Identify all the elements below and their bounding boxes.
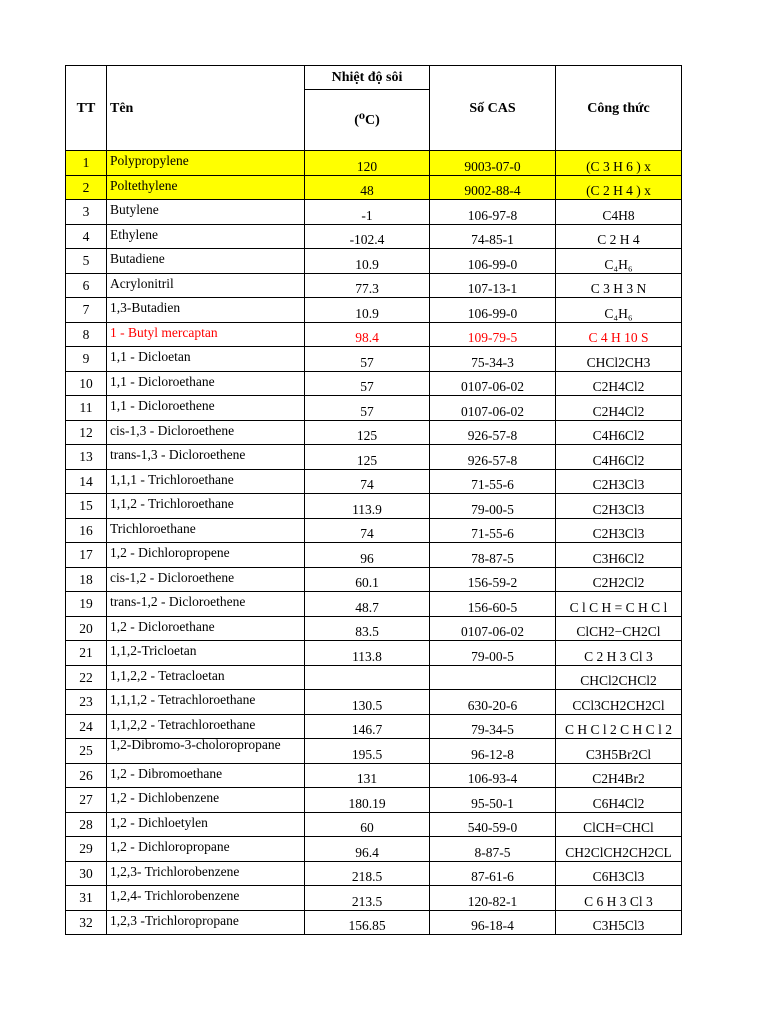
table-row <box>66 812 682 837</box>
cell-tt: 14 <box>66 469 107 494</box>
header-cas: Số CAS <box>430 66 556 151</box>
cell-name: 1,1,1,2 - Tetrachloroethane <box>107 690 305 715</box>
cell-tt: 4 <box>66 224 107 249</box>
table-row <box>66 371 682 396</box>
cell-formula: CHCl2CHCl2 <box>556 665 682 690</box>
table-row <box>66 543 682 568</box>
cell-boiling-point: 57 <box>305 396 430 421</box>
cell-cas: 96-18-4 <box>430 910 556 935</box>
cell-formula: C2H4Br2 <box>556 763 682 788</box>
table-row <box>66 518 682 543</box>
cell-name: 1,1,2,2 - Tetrachloroethane <box>107 714 305 739</box>
cell-cas: 95-50-1 <box>430 788 556 813</box>
cell-tt: 20 <box>66 616 107 641</box>
cell-tt: 32 <box>66 910 107 935</box>
cell-tt: 28 <box>66 812 107 837</box>
cell-boiling-point: -102.4 <box>305 224 430 249</box>
cell-name: 1,2-Dibromo-3-choloropropane <box>107 739 305 764</box>
cell-formula: C3H6Cl2 <box>556 543 682 568</box>
table-row <box>66 396 682 421</box>
cell-boiling-point: 77.3 <box>305 273 430 298</box>
cell-name: 1,2,3- Trichlorobenzene <box>107 861 305 886</box>
cell-name: cis-1,2 - Dicloroethene <box>107 567 305 592</box>
cell-tt: 11 <box>66 396 107 421</box>
cell-boiling-point: 131 <box>305 763 430 788</box>
cell-cas: 0107-06-02 <box>430 371 556 396</box>
cell-cas: 926-57-8 <box>430 445 556 470</box>
cell-tt: 10 <box>66 371 107 396</box>
cell-cas: 8-87-5 <box>430 837 556 862</box>
cell-name: 1,1,1 - Trichloroethane <box>107 469 305 494</box>
table-row <box>66 347 682 372</box>
cell-name: 1,3-Butadien <box>107 298 305 323</box>
cell-formula: C3H5Cl3 <box>556 910 682 935</box>
cell-formula: C2H4Cl2 <box>556 371 682 396</box>
cell-boiling-point: 180.19 <box>305 788 430 813</box>
cell-boiling-point: 74 <box>305 469 430 494</box>
cell-tt: 3 <box>66 200 107 225</box>
cell-cas: 109-79-5 <box>430 322 556 347</box>
cell-cas: 630-20-6 <box>430 690 556 715</box>
cell-name: Ethylene <box>107 224 305 249</box>
cell-boiling-point: 57 <box>305 347 430 372</box>
cell-tt: 13 <box>66 445 107 470</box>
cell-cas: 78-87-5 <box>430 543 556 568</box>
cell-name: 1,1 - Dicloroethane <box>107 371 305 396</box>
cell-boiling-point: 120 <box>305 151 430 176</box>
cell-name: 1,2 - Dichloropropane <box>107 837 305 862</box>
table-row <box>66 763 682 788</box>
cell-formula: C H C l 2 C H C l 2 <box>556 714 682 739</box>
cell-cas: 120-82-1 <box>430 886 556 911</box>
cell-name: Poltethylene <box>107 175 305 200</box>
cell-name: 1,2 - Dicloroethane <box>107 616 305 641</box>
cell-cas: 0107-06-02 <box>430 616 556 641</box>
header-formula: Công thức <box>556 66 682 151</box>
cell-tt: 16 <box>66 518 107 543</box>
cell-formula: C2H3Cl3 <box>556 494 682 519</box>
cell-formula: C₄H₆ <box>556 249 682 274</box>
table-body <box>66 151 682 935</box>
cell-boiling-point: 57 <box>305 371 430 396</box>
cell-formula: ClCH=CHCl <box>556 812 682 837</box>
cell-boiling-point: 218.5 <box>305 861 430 886</box>
cell-cas: 0107-06-02 <box>430 396 556 421</box>
cell-tt: 9 <box>66 347 107 372</box>
table-row <box>66 494 682 519</box>
cell-name: Butadiene <box>107 249 305 274</box>
table-row <box>66 420 682 445</box>
table-row <box>66 175 682 200</box>
cell-tt: 29 <box>66 837 107 862</box>
cell-cas: 926-57-8 <box>430 420 556 445</box>
cell-tt: 26 <box>66 763 107 788</box>
cell-formula: C 2 H 4 <box>556 224 682 249</box>
cell-name: 1,2,3 -Trichloropropane <box>107 910 305 935</box>
cell-name: 1,2 - Dichloropropene <box>107 543 305 568</box>
cell-cas: 107-13-1 <box>430 273 556 298</box>
cell-boiling-point: 98.4 <box>305 322 430 347</box>
table-row <box>66 151 682 176</box>
cell-cas: 75-34-3 <box>430 347 556 372</box>
cell-boiling-point: 60 <box>305 812 430 837</box>
cell-cas: 540-59-0 <box>430 812 556 837</box>
cell-boiling-point: 213.5 <box>305 886 430 911</box>
cell-boiling-point: 48 <box>305 175 430 200</box>
cell-formula: C 3 H 3 N <box>556 273 682 298</box>
cell-cas: 9002-88-4 <box>430 175 556 200</box>
cell-name: 1,2,4- Trichlorobenzene <box>107 886 305 911</box>
cell-formula: C 6 H 3 Cl 3 <box>556 886 682 911</box>
cell-formula: C4H6Cl2 <box>556 445 682 470</box>
cell-formula: C6H3Cl3 <box>556 861 682 886</box>
cell-formula: (C 2 H 4 ) x <box>556 175 682 200</box>
cell-formula: CH2ClCH2CH2CL <box>556 837 682 862</box>
cell-tt: 5 <box>66 249 107 274</box>
cell-cas: 156-60-5 <box>430 592 556 617</box>
cell-formula: CHCl2CH3 <box>556 347 682 372</box>
cell-tt: 6 <box>66 273 107 298</box>
cell-tt: 31 <box>66 886 107 911</box>
cell-tt: 24 <box>66 714 107 739</box>
cell-cas: 74-85-1 <box>430 224 556 249</box>
cell-tt: 2 <box>66 175 107 200</box>
table-row <box>66 224 682 249</box>
cell-boiling-point <box>305 665 430 690</box>
cell-tt: 30 <box>66 861 107 886</box>
cell-tt: 22 <box>66 665 107 690</box>
cell-formula: ClCH2−CH2Cl <box>556 616 682 641</box>
cell-name: 1,2 - Dichlobenzene <box>107 788 305 813</box>
cell-cas: 71-55-6 <box>430 518 556 543</box>
table-row <box>66 249 682 274</box>
header-boiling-point: Nhiệt độ sôi <box>305 66 430 90</box>
cell-cas: 9003-07-0 <box>430 151 556 176</box>
cell-name: 1,1,2,2 - Tetracloetan <box>107 665 305 690</box>
cell-tt: 25 <box>66 739 107 764</box>
cell-cas: 106-99-0 <box>430 298 556 323</box>
cell-name: 1,1 - Dicloroethene <box>107 396 305 421</box>
cell-formula: C4H6Cl2 <box>556 420 682 445</box>
cell-formula: (C 3 H 6 ) x <box>556 151 682 176</box>
table-row <box>66 616 682 641</box>
cell-boiling-point: 156.85 <box>305 910 430 935</box>
cell-boiling-point: 96.4 <box>305 837 430 862</box>
table-row <box>66 788 682 813</box>
header-boiling-point-unit: (⁰C) <box>305 90 430 151</box>
cell-boiling-point: 113.9 <box>305 494 430 519</box>
cell-cas: 106-93-4 <box>430 763 556 788</box>
cell-boiling-point: 83.5 <box>305 616 430 641</box>
cell-name: trans-1,3 - Dicloroethene <box>107 445 305 470</box>
table-row <box>66 910 682 935</box>
cell-formula: C2H2Cl2 <box>556 567 682 592</box>
cell-name: 1,1,2 - Trichloroethane <box>107 494 305 519</box>
cell-tt: 19 <box>66 592 107 617</box>
table-row <box>66 690 682 715</box>
cell-cas: 87-61-6 <box>430 861 556 886</box>
cell-cas: 156-59-2 <box>430 567 556 592</box>
cell-tt: 1 <box>66 151 107 176</box>
cell-name: cis-1,3 - Dicloroethene <box>107 420 305 445</box>
cell-formula: C2H3Cl3 <box>556 469 682 494</box>
cell-name: 1,2 - Dibromoethane <box>107 763 305 788</box>
cell-name: trans-1,2 - Dicloroethene <box>107 592 305 617</box>
cell-name: 1,1,2-Tricloetan <box>107 641 305 666</box>
cell-formula: C6H4Cl2 <box>556 788 682 813</box>
cell-formula: C4H8 <box>556 200 682 225</box>
table-row <box>66 298 682 323</box>
table-row <box>66 861 682 886</box>
cell-boiling-point: 113.8 <box>305 641 430 666</box>
table-row <box>66 739 682 764</box>
cell-tt: 15 <box>66 494 107 519</box>
cell-cas <box>430 665 556 690</box>
cell-tt: 7 <box>66 298 107 323</box>
table-row <box>66 445 682 470</box>
cell-tt: 12 <box>66 420 107 445</box>
cell-tt: 18 <box>66 567 107 592</box>
table-row <box>66 886 682 911</box>
cell-cas: 96-12-8 <box>430 739 556 764</box>
table-row <box>66 592 682 617</box>
cell-cas: 106-97-8 <box>430 200 556 225</box>
table-row <box>66 322 682 347</box>
header-tt: TT <box>66 66 107 151</box>
cell-tt: 17 <box>66 543 107 568</box>
cell-name: Butylene <box>107 200 305 225</box>
header-name: Tên <box>107 66 305 151</box>
cell-formula: C 2 H 3 Cl 3 <box>556 641 682 666</box>
table-row <box>66 641 682 666</box>
cell-formula: C2H3Cl3 <box>556 518 682 543</box>
cell-boiling-point: 74 <box>305 518 430 543</box>
cell-cas: 79-00-5 <box>430 494 556 519</box>
cell-boiling-point: 125 <box>305 420 430 445</box>
cell-boiling-point: -1 <box>305 200 430 225</box>
cell-boiling-point: 130.5 <box>305 690 430 715</box>
cell-boiling-point: 96 <box>305 543 430 568</box>
cell-tt: 23 <box>66 690 107 715</box>
cell-cas: 71-55-6 <box>430 469 556 494</box>
table-row <box>66 567 682 592</box>
cell-name: Polypropylene <box>107 151 305 176</box>
cell-name: 1 - Butyl mercaptan <box>107 322 305 347</box>
cell-boiling-point: 60.1 <box>305 567 430 592</box>
cell-cas: 79-00-5 <box>430 641 556 666</box>
cell-name: Acrylonitril <box>107 273 305 298</box>
cell-boiling-point: 195.5 <box>305 739 430 764</box>
cell-tt: 21 <box>66 641 107 666</box>
cell-name: 1,2 - Dichloetylen <box>107 812 305 837</box>
cell-name: Trichloroethane <box>107 518 305 543</box>
cell-boiling-point: 10.9 <box>305 298 430 323</box>
cell-tt: 27 <box>66 788 107 813</box>
table-row <box>66 200 682 225</box>
cell-tt: 8 <box>66 322 107 347</box>
cell-formula: C2H4Cl2 <box>556 396 682 421</box>
table-row <box>66 273 682 298</box>
table-row <box>66 714 682 739</box>
cell-boiling-point: 48.7 <box>305 592 430 617</box>
table-row <box>66 665 682 690</box>
cell-cas: 106-99-0 <box>430 249 556 274</box>
cell-boiling-point: 125 <box>305 445 430 470</box>
cell-boiling-point: 146.7 <box>305 714 430 739</box>
cell-formula: C l C H = C H C l <box>556 592 682 617</box>
table-row <box>66 837 682 862</box>
cell-formula: C₄H₆ <box>556 298 682 323</box>
table-row <box>66 469 682 494</box>
cell-name: 1,1 - Dicloetan <box>107 347 305 372</box>
cell-boiling-point: 10.9 <box>305 249 430 274</box>
chemical-table <box>65 65 682 935</box>
cell-cas: 79-34-5 <box>430 714 556 739</box>
cell-formula: C3H5Br2Cl <box>556 739 682 764</box>
cell-formula: C 4 H 10 S <box>556 322 682 347</box>
cell-formula: CCl3CH2CH2Cl <box>556 690 682 715</box>
